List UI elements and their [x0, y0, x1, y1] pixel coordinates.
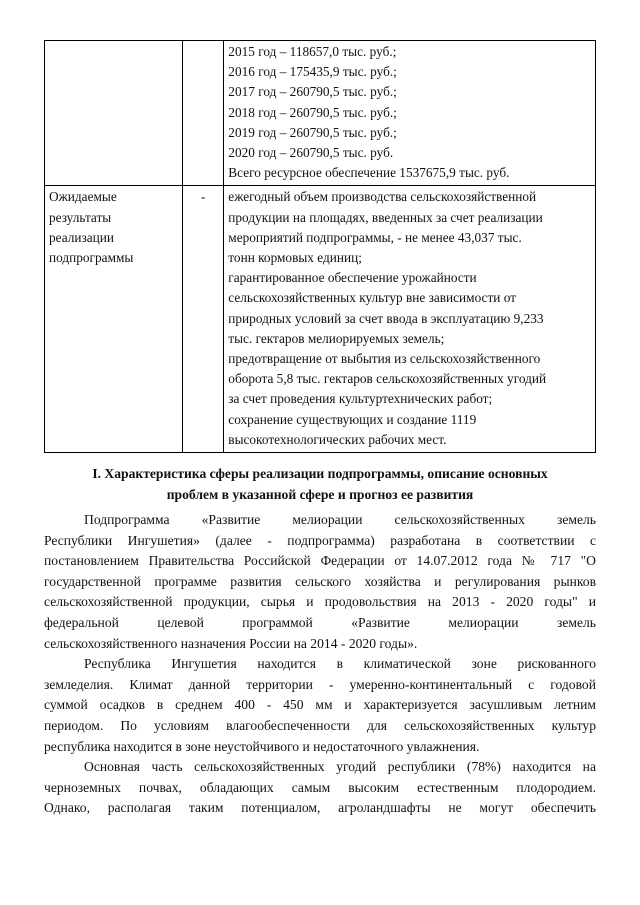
paragraph-line: периодом. По условиям влагообеспеченности для сельскохозяйственных культур	[44, 717, 596, 733]
funding-line: 2016 год – 175435,9 тыс. руб.;	[228, 64, 397, 80]
result-line: предотвращение от выбытия из сельскохозяйственного	[228, 351, 541, 367]
funding-line: 2017 год – 260790,5 тыс. руб.;	[228, 84, 397, 100]
result-line: оборота 5,8 тыс. гектаров сельскохозяйственных угодий	[228, 371, 547, 387]
paragraph-line: суммой осадков в среднем 400 - 450 мм и характеризуется засушливым летним	[44, 697, 596, 713]
funding-total-line: Всего ресурсное обеспечение 1537675,9 тыс. руб.	[228, 165, 510, 181]
result-line: сохранение существующих и создание 1119	[228, 411, 477, 427]
table-row	[45, 41, 596, 186]
section-heading-line: проблем в указанной сфере и прогноз ее развития	[166, 486, 474, 502]
result-line: сельскохозяйственных культур вне зависимости от	[228, 290, 516, 306]
result-line: высокотехнологических рабочих мест.	[228, 431, 447, 447]
label-line: подпрограммы	[49, 250, 134, 266]
body-text	[44, 510, 596, 819]
funding-line: 2015 год – 118657,0 тыс. руб.;	[228, 44, 397, 59]
paragraph-line: федеральной целевой программой «Развитие мелиорации земель	[44, 614, 596, 630]
table-cell-dash	[183, 41, 224, 186]
table-cell-dash: -	[183, 186, 224, 453]
paragraph-line: Однако, располагая таким потенциалом, агроландшафты не могут обеспечить	[44, 800, 596, 816]
label-line: Ожидаемые	[49, 189, 117, 205]
result-line: за счет проведения культуртехнических работ;	[228, 391, 493, 407]
result-line: тонн кормовых единиц;	[228, 250, 362, 266]
result-line: мероприятий подпрограммы, - не менее 43,037 тыс.	[228, 229, 522, 245]
section-heading	[44, 464, 596, 505]
result-line: продукции на площадях, введенных за счет реализации	[228, 209, 543, 225]
table-row	[45, 186, 596, 453]
paragraph-line: Республика Ингушетия находится в климатической зоне рискованного	[84, 656, 596, 672]
paragraph-line: сельскохозяйственного назначения России на 2014 - 2020 годы».	[44, 635, 418, 651]
table-cell-value	[224, 186, 596, 453]
funding-line: 2020 год – 260790,5 тыс. руб.	[228, 145, 394, 161]
paragraph-line: Основная часть сельскохозяйственных угодий республики (78%) находится на	[84, 759, 596, 775]
paragraph-line: черноземных почвах, обладающих самым высоким естественным плодородием.	[44, 779, 596, 795]
result-line: ежегодный объем производства сельскохозяйственной	[228, 189, 537, 205]
section-heading-line: I. Характеристика сферы реализации подпрограммы, описание основных	[92, 466, 548, 481]
paragraph	[44, 654, 596, 757]
label-line: результаты	[49, 209, 112, 225]
result-line: природных условий за счет ввода в эксплуатацию 9,233	[228, 310, 544, 326]
paragraph-line: постановлением Правительства Российской Федерации от 14.07.2012 года № 717 "О	[44, 553, 596, 569]
paragraph-line: Республики Ингушетия» (далее - подпрограмма) разработана в соответствии с	[44, 532, 596, 548]
funding-line: 2019 год – 260790,5 тыс. руб.;	[228, 124, 397, 140]
paragraph-line: Подпрограмма «Развитие мелиорации сельскохозяйственных земель	[84, 512, 596, 527]
paragraph-line: республика находится в зоне неустойчивого и недостаточного увлажнения.	[44, 738, 480, 754]
table-cell-label	[45, 41, 183, 186]
table-cell-value	[224, 41, 596, 186]
paragraph-line: земледелия. Климат данной территории - умеренно-континентальный с годовой	[44, 676, 596, 692]
table-cell-label	[45, 186, 183, 453]
paragraph	[44, 510, 596, 654]
paragraph-line: сельскохозяйственной продукции, сырья и продовольствия на 2013 - 2020 годы" и	[44, 594, 596, 610]
paragraph	[44, 757, 596, 819]
funding-line: 2018 год – 260790,5 тыс. руб.;	[228, 104, 397, 120]
result-line: гарантированное обеспечение урожайности	[228, 270, 477, 286]
paragraph-line: государственной программе развития сельского хозяйства и регулирования рынков	[44, 573, 596, 589]
label-line: реализации	[49, 229, 114, 245]
passport-table	[44, 40, 596, 453]
result-line: тыс. гектаров мелиорируемых земель;	[228, 330, 445, 346]
